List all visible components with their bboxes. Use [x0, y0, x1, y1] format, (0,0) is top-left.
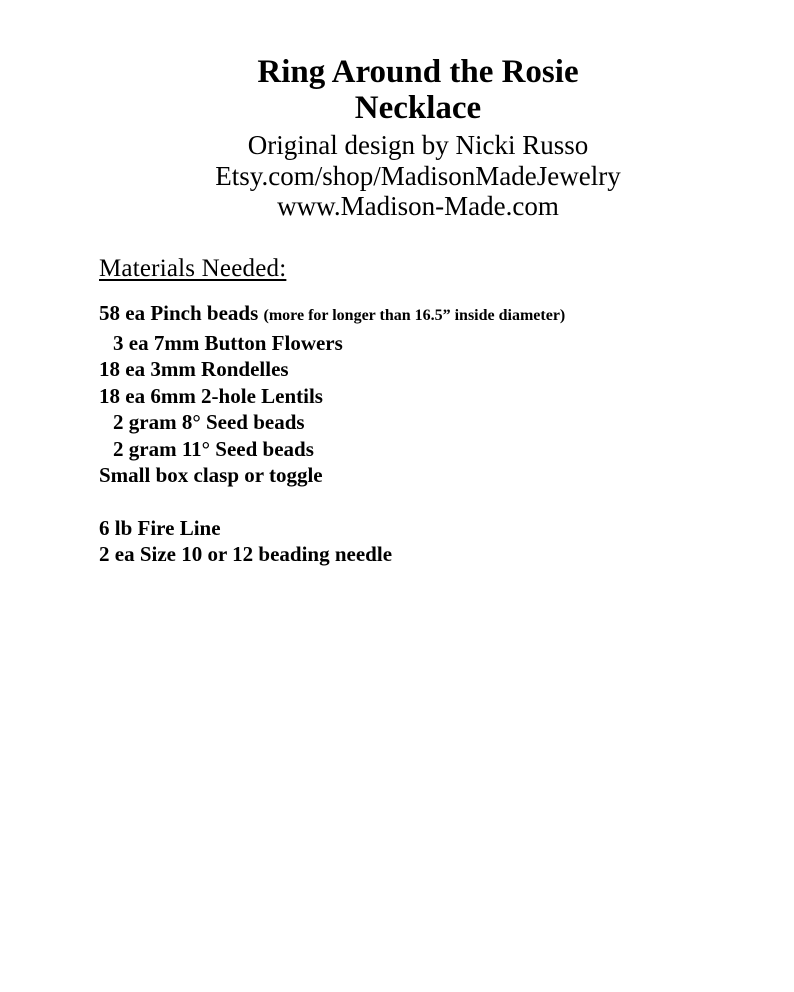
title-line-1: Ring Around the Rosie — [257, 54, 579, 90]
material-item: 18 ea 6mm 2-hole Lentils — [99, 383, 323, 408]
tool-item: 2 ea Size 10 or 12 beading needle — [99, 542, 393, 566]
website-url: www.Madison-Made.com — [277, 191, 559, 221]
material-item: 2 gram 11° Seed beads — [113, 436, 314, 461]
etsy-shop-url: Etsy.com/shop/MadisonMadeJewelry — [215, 160, 621, 191]
document-header — [0, 54, 794, 222]
material-item: Small box clasp or toggle — [99, 463, 323, 487]
material-item: 3 ea 7mm Button Flowers — [113, 330, 343, 355]
title-line-2: Necklace — [354, 90, 482, 126]
section-spacer — [99, 489, 565, 515]
materials-section — [99, 254, 565, 568]
materials-heading: Materials Needed: — [99, 255, 287, 282]
designer-credit: Original design by Nicki Russo — [247, 130, 589, 160]
material-item — [99, 300, 565, 330]
material-item-text: 58 ea Pinch beads — [99, 301, 259, 325]
tool-item: 6 lb Fire Line — [99, 515, 221, 540]
material-item: 2 gram 8° Seed beads — [113, 410, 305, 434]
material-item-note: (more for longer than 16.5” inside diameter) — [263, 307, 566, 324]
material-item: 18 ea 3mm Rondelles — [99, 357, 289, 381]
